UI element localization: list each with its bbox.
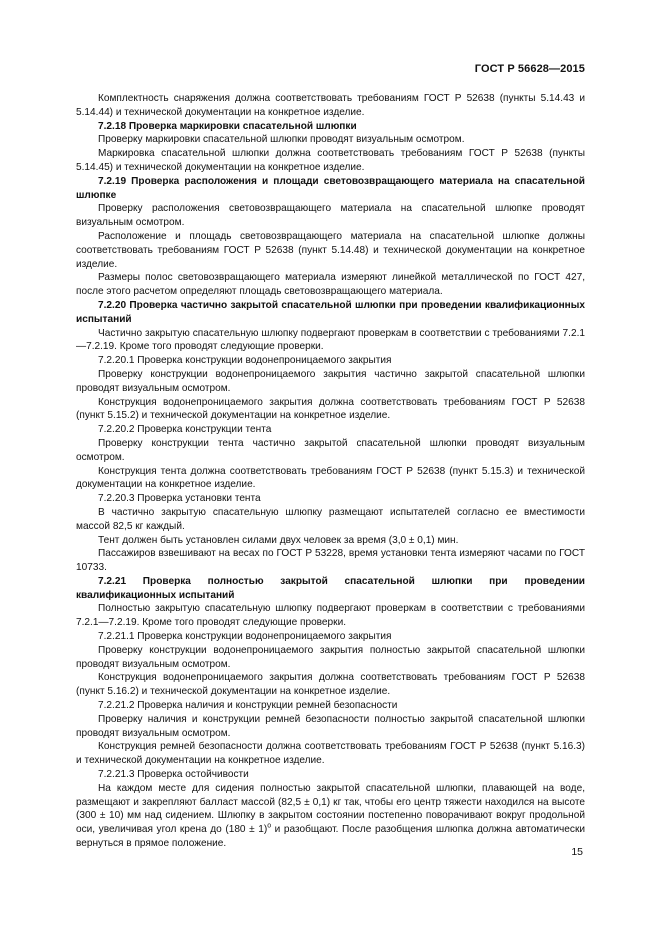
paragraph: Проверку конструкции тента частично закрытой спасательной шлюпки проводят визуальным осмотром. bbox=[76, 437, 585, 463]
paragraph-stability bbox=[76, 782, 585, 851]
subsection-heading: 7.2.21.1 Проверка конструкции водонепроницаемого закрытия bbox=[98, 631, 392, 643]
paragraph: Конструкция водонепроницаемого закрытия должна соответствовать требованиям ГОСТ Р 52638 (пункт 5.15.2) и технической документации на конкретное изделие. bbox=[76, 396, 585, 422]
subsection-heading: 7.2.20.3 Проверка установки тента bbox=[98, 493, 261, 505]
paragraph: Конструкция тента должна соответствовать требованиям ГОСТ Р 52638 (пункт 5.15.3) и технической документации на конкретное изделие. bbox=[76, 465, 585, 491]
paragraph: Полностью закрытую спасательную шлюпку подвергают проверкам в соответствии с требованиями 7.2.1—7.2.19. Кроме того проводят следующие проверки. bbox=[76, 603, 585, 629]
paragraph: Проверку конструкции водонепроницаемого закрытия частично закрытой спасательной шлюпки проводят визуальным осмотром. bbox=[76, 368, 585, 394]
document-body bbox=[76, 92, 585, 851]
degree-superscript: о bbox=[267, 822, 272, 830]
subsection-heading: 7.2.21.3 Проверка остойчивости bbox=[98, 769, 249, 781]
page-header: ГОСТ Р 56628—2015 bbox=[474, 63, 585, 75]
paragraph: В частично закрытую спасательную шлюпку размещают испытателей согласно ее вместимости массой 82,5 кг каждый. bbox=[76, 506, 585, 532]
section-heading: 7.2.21 Проверка полностью закрытой спасательной шлюпки при проведении квалификационных испытаний bbox=[76, 575, 585, 601]
paragraph: Маркировка спасательной шлюпки должна соответствовать требованиям ГОСТ Р 52638 (пункты 5.14.45) и технической документации на конкретное изделие. bbox=[76, 148, 585, 173]
page-number: 15 bbox=[571, 846, 583, 858]
paragraph: Тент должен быть установлен силами двух человек за время (3,0 ± 0,1) мин. bbox=[98, 534, 459, 546]
subsection-heading: 7.2.21.2 Проверка наличия и конструкции ремней безопасности bbox=[98, 700, 398, 712]
section-heading: 7.2.18 Проверка маркировки спасательной шлюпки bbox=[98, 120, 357, 132]
section-heading: 7.2.19 Проверка расположения и площади световозвращающего материала на спасательной шлюпке bbox=[76, 175, 585, 201]
paragraph-tail: и разобщают. После разобщения шлюпка должна автоматически вернуться в прямое положение. bbox=[76, 824, 585, 850]
paragraph: Частично закрытую спасательную шлюпку подвергают проверкам в соответствии с требованиями 7.2.1—7.2.19. Кроме того проводят следующие проверки. bbox=[76, 327, 585, 353]
section-heading: 7.2.20 Проверка частично закрытой спасательной шлюпки при проведении квалификационных испытаний bbox=[76, 299, 585, 325]
paragraph-text: На каждом месте для сидения полностью закрытой спасательной шлюпки, плавающей на воде, размещают и закрепляют балласт массой (82,5 ± 0,1) кг так, чтобы его центр тяжести находился на высоте (300 ± 10) мм над сидением. Шлюпку в закрытом состоянии постепенно поворачивают вокруг продольной оси, увеличивая угол крена до (180 ± 1) bbox=[76, 782, 585, 836]
paragraph: Размеры полос световозвращающего материала измеряют линейкой металлической по ГОСТ 427, после этого расчетом определяют площадь световозвращающего материала. bbox=[76, 272, 585, 298]
paragraph: Расположение и площадь световозвращающего материала на спасательной шлюпке должны соответствовать требованиям ГОСТ Р 52638 (пункт 5.14.48) и технической документации на конкретное изделие. bbox=[76, 230, 585, 270]
paragraph: Конструкция водонепроницаемого закрытия должна соответствовать требованиям ГОСТ Р 52638 (пункт 5.16.2) и технической документации на конкретное изделие. bbox=[76, 672, 585, 698]
subsection-heading: 7.2.20.2 Проверка конструкции тента bbox=[98, 424, 272, 436]
paragraph: Проверку конструкции водонепроницаемого закрытия полностью закрытой спасательной шлюпки проводят визуальным осмотром. bbox=[76, 644, 585, 670]
paragraph: Комплектность снаряжения должна соответствовать требованиям ГОСТ Р 52638 (пункты 5.14.43 и 5.14.44) и технической документации на конкретное изделие. bbox=[76, 93, 585, 118]
paragraph: Конструкция ремней безопасности должна соответствовать требованиям ГОСТ Р 52638 (пункт 5.16.3) и технической документации на конкретное изделие. bbox=[76, 741, 585, 767]
subsection-heading: 7.2.20.1 Проверка конструкции водонепроницаемого закрытия bbox=[98, 355, 392, 367]
paragraph: Пассажиров взвешивают на весах по ГОСТ Р 53228, время установки тента измеряют часами по ГОСТ 10733. bbox=[76, 548, 585, 574]
paragraph: Проверку маркировки спасательной шлюпки проводят визуальным осмотром. bbox=[98, 134, 465, 146]
paragraph: Проверку расположения световозвращающего материала на спасательной шлюпке проводят визуальным осмотром. bbox=[76, 203, 585, 229]
paragraph: Проверку наличия и конструкции ремней безопасности полностью закрытой спасательной шлюпки проводят визуальным осмотром. bbox=[76, 713, 585, 739]
